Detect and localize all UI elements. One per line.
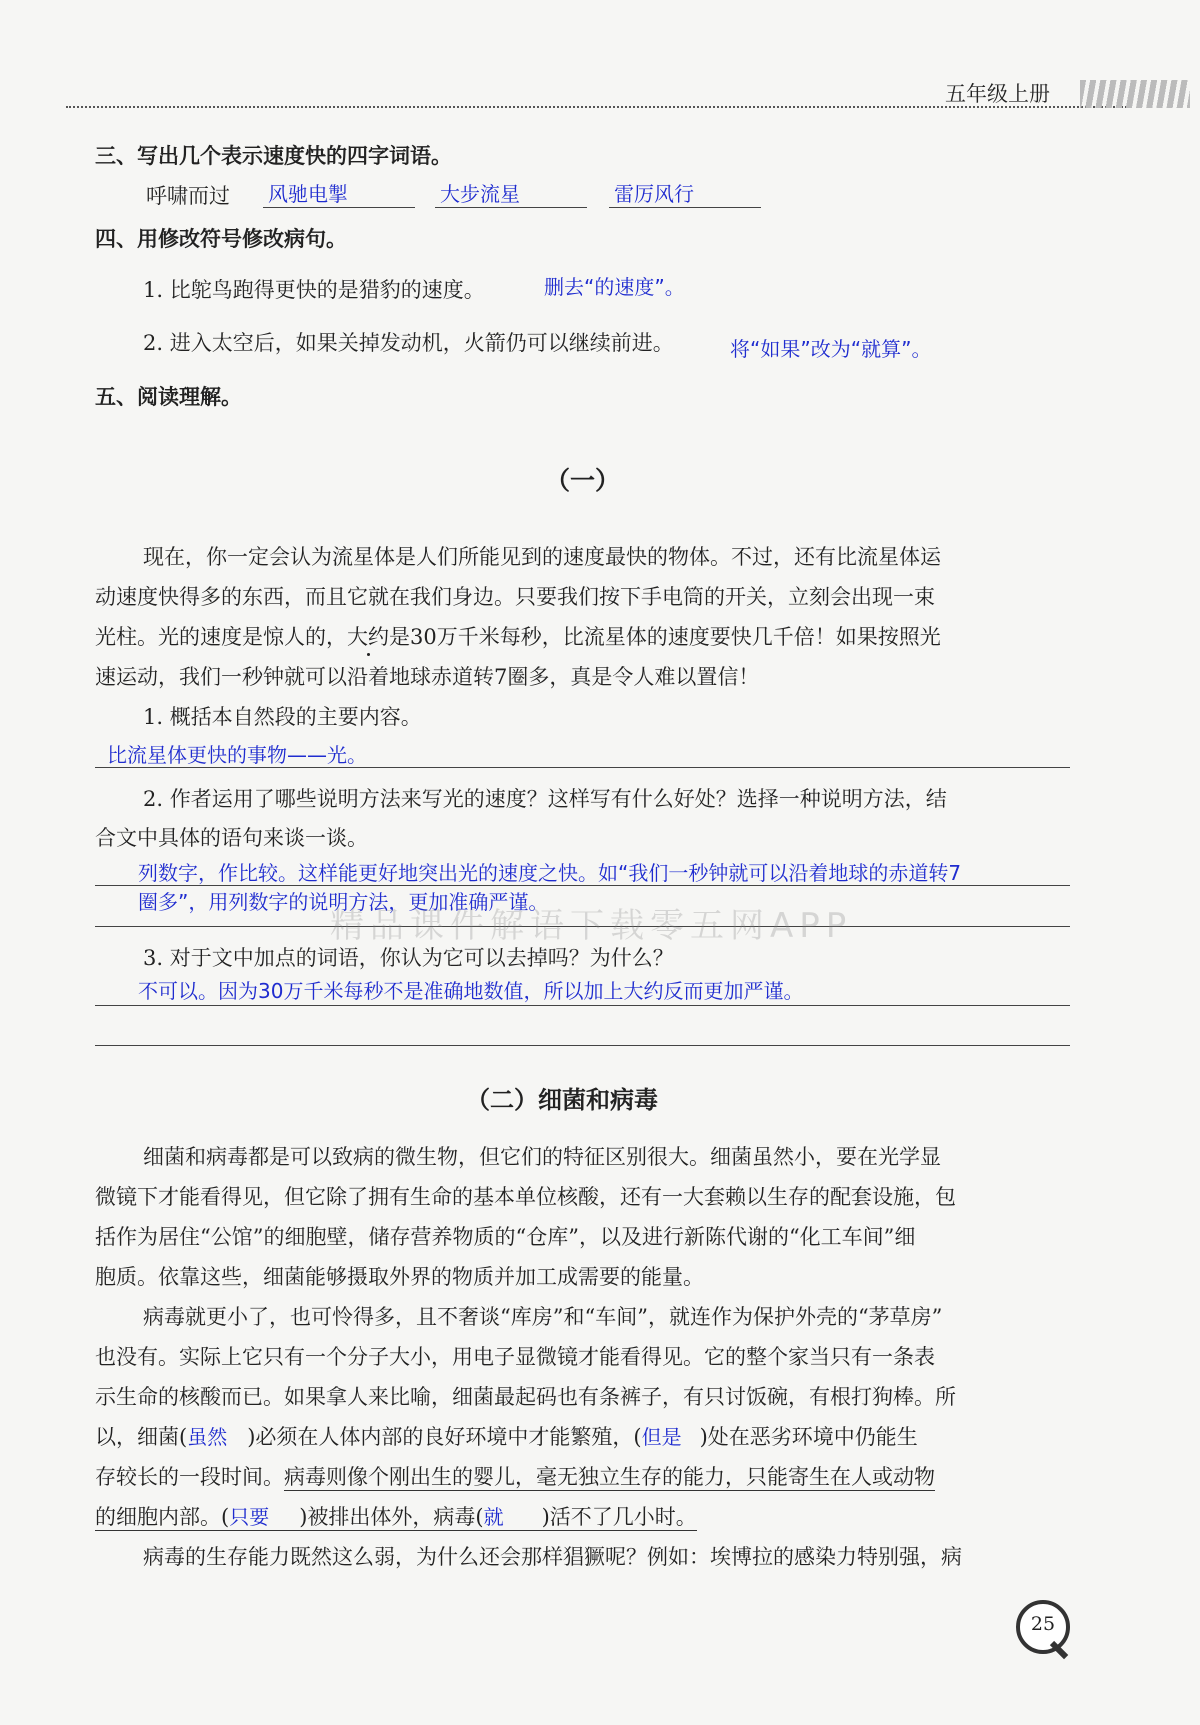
para2-line: 括作为居住“公馆”的细胞壁，储存营养物质的“仓库”，以及进行新陈代谢的“化工车间”细: [95, 1225, 916, 1249]
header-grade: 五年级上册: [945, 82, 1050, 106]
section3-answer-3: 雷厉风行: [614, 182, 694, 206]
para3-text: 以，细菌(: [95, 1425, 188, 1449]
underlined-sentence: [95, 1505, 697, 1531]
section4-q1: 1. 比鸵鸟跑得更快的是猎豹的速度。: [143, 278, 485, 302]
part1-q2: 合文中具体的语句来谈一谈。: [95, 826, 368, 850]
section4-a2: 将“如果”改为“就算”。: [730, 337, 932, 361]
watermark: 精品课件解语下载零五网APP: [330, 906, 853, 946]
answer-line: [263, 207, 415, 208]
para1-line: 速运动，我们一秒钟就可以沿着地球赤道转7圈多，真是令人难以置信！: [95, 665, 760, 689]
para3-text: )被排出体外，病毒(: [299, 1505, 484, 1529]
section4-title: 四、用修改符号修改病句。: [95, 227, 347, 251]
section4-q2: 2. 进入太空后，如果关掉发动机，火箭仍可以继续前进。: [143, 331, 674, 355]
para2-line: 微镜下才能看得见，但它除了拥有生命的基本单位核酸，还有一大套赖以生存的配套设施，包: [95, 1185, 956, 1209]
dotted-word: 大约: [347, 625, 389, 649]
part1-a3: 不可以。因为30万千米每秒不是准确地数值，所以加上大约反而更加严谨。: [138, 979, 804, 1003]
para2-line: 细菌和病毒都是可以致病的微生物，但它们的特征区别很大。细菌虽然小，要在光学显: [143, 1145, 941, 1169]
para2-line: 胞质。依靠这些，细菌能够摄取外界的物质并加工成需要的能量。: [95, 1265, 704, 1289]
answer-line: [609, 207, 761, 208]
part1-a2: 列数字，作比较。这样能更好地突出光的速度之快。如“我们一秒钟就可以沿着地球的赤道转7: [138, 861, 962, 885]
header-stripes: [1080, 80, 1190, 108]
para3-text: 存较长的一段时间。: [95, 1465, 284, 1489]
para1-text: 是30万千米每秒，比流星体的速度要快几千倍！如果按照光: [389, 625, 941, 649]
section3-answer-2: 大步流星: [440, 182, 520, 206]
part1-a2: 圈多”，用列数字的说明方法，更加准确严谨。: [138, 890, 549, 914]
section3-answer-1: 风驰电掣: [268, 182, 348, 206]
page-number: 25: [1030, 1613, 1056, 1635]
para3-text: 的细胞内部。(: [95, 1505, 230, 1529]
fill-blank-4: 就: [483, 1505, 504, 1529]
para3-text: )处在恶劣环境中仍能生: [699, 1425, 918, 1449]
para3-line: [95, 1461, 935, 1491]
para3-line: [95, 1421, 918, 1451]
para3-line: 也没有。实际上它只有一个分子大小，用电子显微镜才能看得见。它的整个家当只有一条表: [95, 1345, 935, 1369]
answer-line: [95, 767, 1070, 768]
fill-blank-3: 只要: [229, 1505, 270, 1529]
answer-line: [95, 1045, 1070, 1046]
section5-title: 五、阅读理解。: [95, 385, 242, 409]
answer-line: [435, 207, 587, 208]
fill-blank-2: 但是: [641, 1425, 682, 1449]
fill-blank-1: 虽然: [187, 1425, 228, 1449]
page-number-badge: [1016, 1600, 1070, 1654]
section3-example: 呼啸而过: [146, 184, 230, 208]
para3-line: 示生命的核酸而已。如果拿人来比喻，细菌最起码也有条裤子，有只讨饭碗，有根打狗棒。所: [95, 1385, 956, 1409]
para1-line: 现在，你一定会认为流星体是人们所能见到的速度最快的物体。不过，还有比流星体运: [143, 545, 941, 569]
para3-text: )必须在人体内部的良好环境中才能繁殖，(: [247, 1425, 642, 1449]
answer-line: [95, 1005, 1070, 1006]
part1-a1: 比流星体更快的事物——光。: [107, 743, 367, 767]
header-rule: [66, 106, 1130, 108]
para1-line: [95, 621, 941, 651]
part1-q1: 1. 概括本自然段的主要内容。: [143, 705, 422, 729]
section4-a1: 删去“的速度”。: [544, 275, 685, 299]
para1-line: 动速度快得多的东西，而且它就在我们身边。只要我们按下手电筒的开关，立刻会出现一束: [95, 585, 935, 609]
para1-text: 光柱。光的速度是惊人的，: [95, 625, 347, 649]
para3-line: [95, 1501, 697, 1531]
para3-text: )活不了几小时。: [541, 1505, 697, 1529]
part1-title: （一）: [545, 466, 621, 495]
section3-title: 三、写出几个表示速度快的四字词语。: [95, 144, 452, 168]
para3-line: 病毒就更小了，也可怜得多，且不奢谈“库房”和“车间”，就连作为保护外壳的“茅草房”: [143, 1305, 943, 1329]
underlined-sentence: 病毒则像个刚出生的婴儿，毫无独立生存的能力，只能寄生在人或动物: [284, 1465, 935, 1489]
part1-q2: 2. 作者运用了哪些说明方法来写光的速度？这样写有什么好处？选择一种说明方法，结: [143, 787, 947, 811]
part2-title: （二）细菌和病毒: [466, 1086, 658, 1114]
para4-line: 病毒的生存能力既然这么弱，为什么还会那样猖獗呢？例如：埃博拉的感染力特别强，病: [143, 1545, 962, 1569]
part1-q3: 3. 对于文中加点的词语，你认为它可以去掉吗？为什么？: [143, 946, 674, 970]
